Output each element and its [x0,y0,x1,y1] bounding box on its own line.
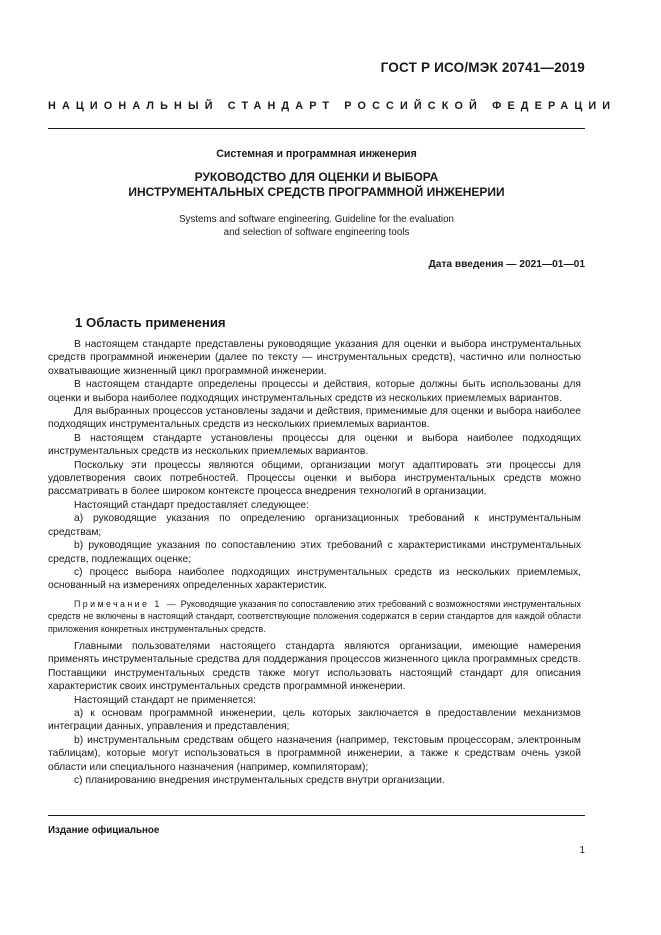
document-title [48,170,585,200]
section-heading: 1 Область применения [75,315,226,330]
list-item: c) планированию внедрения инструментальных средств внутри организации. [74,775,445,786]
list-item: c) процесс выбора наиболее подходящих инструментальных средств из нескольких приемлемых, основанный на измерениях определенных характеристик. [48,566,581,592]
page-number: 1 [579,845,585,856]
english-title-line-2: and selection of software engineering tools [223,227,410,238]
note [48,598,581,635]
paragraph: В настоящем стандарте определены процессы и действия, которые должны быть использованы для оценки и выбора наиболее подходящих инструментальных средств из нескольких приемлемых вариантов. [48,379,581,404]
section-body [48,338,581,787]
title-line-2: ИНСТРУМЕНТАЛЬНЫХ СРЕДСТВ ПРОГРАММНОЙ ИНЖЕНЕРИИ [128,185,505,199]
title-line-1: РУКОВОДСТВО ДЛЯ ОЦЕНКИ И ВЫБОРА [194,170,439,184]
introduction-date: Дата введения — 2021—01—01 [428,259,585,270]
paragraph: Для выбранных процессов установлены задачи и действия, применимые для оценки и выбора наиболее подходящих инструментальных средств из нескольких приемлемых вариантов. [48,406,581,431]
list-item: а) руководящие указания по определению организационных требований к инструментальным средствам; [48,513,581,538]
paragraph: В настоящем стандарте установлены процессы для оценки и выбора наиболее подходящих инструментальных средств из нескольких приемлемых вариантов. [48,432,581,458]
document-code: ГОСТ Р ИСО/МЭК 20741—2019 [380,60,585,75]
list-item: b) руководящие указания по сопоставлению этих требований с характеристиками инструментальных средств, подлежащих оценке; [48,540,581,565]
header-divider [48,128,585,129]
paragraph: Настоящий стандарт предоставляет следующее: [74,499,310,511]
footer-divider [48,815,585,816]
national-standard-heading: НАЦИОНАЛЬНЫЙ СТАНДАРТ РОССИЙСКОЙ ФЕДЕРАЦИИ [48,100,617,112]
subject-line: Системная и программная инженерия [216,148,417,160]
list-item: b) инструментальным средствам общего назначения (например, текстовым процессорам, электронным таблицам), которые могут использоваться в программной инженерии, а также к средствам очень узкой области или специального назначения (например, компиляторам); [48,734,581,773]
note-label: Примечание 1 — [74,598,179,609]
official-edition-label: Издание официальное [48,825,160,836]
note-text: Руководящие указания по сопоставлению этих требований с возможностями инструментальных средств не включены в настоящий стандарт, соответствующие положения содержатся в серии стандартов для каждой области приложения конкретных инструментальных средств. [48,598,581,634]
english-title-line-1: Systems and software engineering. Guideline for the evaluation [178,214,455,225]
paragraph: В настоящем стандарте представлены руководящие указания для оценки и выбора инструментальных средств программной инженерии (далее по тексту — инструментальных средств), частично или полностью охватывающие жизненный цикл программной инженерии. [48,339,581,377]
paragraph: Главными пользователями настоящего стандарта являются организации, имеющие намерения применять инструментальные средства для поддержания процессов жизненного цикла программных средств. Поставщики инструментальных средств также могут использовать настоящий стандарт для описания характеристик своих инструментальных средств программной инженерии. [48,640,581,693]
paragraph: Настоящий стандарт не применяется: [74,694,256,706]
list-item: а) к основам программной инженерии, цель которых заключается в предоставлении механизмов интеграции данных, управления и представления; [48,707,581,733]
paragraph: Поскольку эти процессы являются общими, организации могут адаптировать эти процессы для удовлетворения своих потребностей. Процессы оценки и выбора инструментальных средств можно рассматривать в более широком контексте процесса внедрения технологий в организации. [48,459,581,498]
english-title [48,213,585,239]
